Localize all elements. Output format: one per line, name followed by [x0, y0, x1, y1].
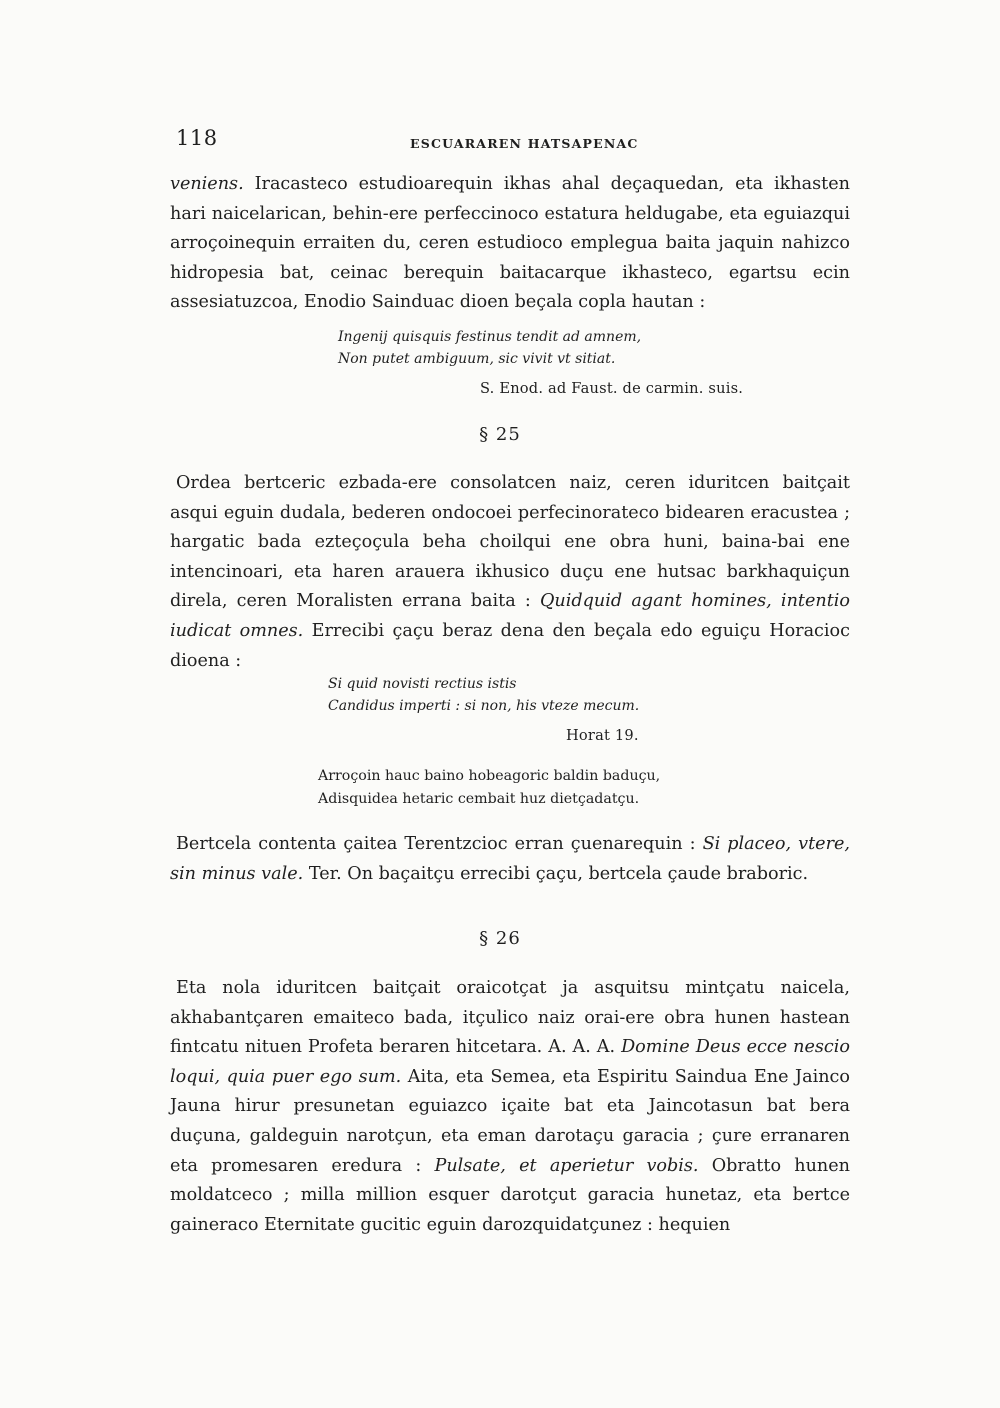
- running-head: [170, 122, 850, 162]
- paragraph-3: [170, 830, 850, 889]
- quote-1-line-2: Non putet ambiguum, sic vivit vt sitiat.: [338, 351, 616, 367]
- paragraph-1-lead: veniens.: [170, 174, 244, 194]
- running-title: ESCUARAREN HATSAPENAC: [410, 136, 639, 151]
- paragraph-4-latin-a: Domine Deus ecce nescio loqui, quia puer ego sum.: [170, 1037, 850, 1087]
- paragraph-3-latin: Si placeo, vtere, sin minus vale.: [170, 834, 850, 884]
- quote-3-line-1: Arroçoin hauc baino hobeagoric baldin baduçu,: [318, 768, 661, 784]
- section-heading-26: § 26: [479, 928, 521, 949]
- paragraph-4-text-c: Obratto hunen moldatceco ; milla million esquer darotçut garacia hunetaz, eta bertce gaineraco Eternitate gucitic eguin darozquidatçunez : hequien: [170, 1155, 850, 1235]
- paragraph-2: [170, 469, 850, 676]
- paragraph-1-text: Iracasteco estudioarequin ikhas ahal deçaquedan, eta ikhasten hari naicelarican, behin-ere perfeccinoco estatura heldugabe, eta eguiazqui arroçoinequin erraiten du, ceren estudioco emplegua baita jaquin nahizco hidropesia bat, ceinac berequin baitacarque ikhasteco, egartsu ecin assesiatuzcoa, Enodio Sainduac dioen beçala copla hautan :: [170, 174, 850, 313]
- paragraph-1: [170, 170, 850, 318]
- paragraph-4-text-b: Aita, eta Semea, eta Espiritu Saindua Ene Jainco Jauna hirur presunetan eguiazco içaite bat eta Jaincotasun bat bera duçuna, galdeguin narotçun, eta eman darotaçu garacia ; çure erranaren eta promesaren eredura :: [170, 1066, 850, 1176]
- page-number: 118: [176, 126, 218, 150]
- paragraph-4: [170, 974, 850, 1240]
- quote-1-line-1: Ingenij quisquis festinus tendit ad amnem,: [338, 329, 642, 345]
- quote-2-line-2: Candidus imperti : si non, his vteze mecum.: [328, 698, 640, 714]
- paragraph-2-text-b: Errecibi çaçu beraz dena den beçala edo eguiçu Horacioc dioena :: [170, 620, 850, 671]
- section-heading-25: § 25: [479, 424, 521, 445]
- quote-1-citation: S. Enod. ad Faust. de carmin. suis.: [480, 380, 744, 397]
- paragraph-4-latin-b: Pulsate, et aperietur vobis.: [434, 1155, 699, 1176]
- paragraph-4-text-a: Eta nola iduritcen baitçait oraicotçat ja asquitsu mintçatu naicela, akhabantçaren emaiteco bada, itçulico naiz orai-ere obra hunen hastean fintcatu nituen Profeta beraren hitcetara. A. A. A.: [170, 978, 850, 1058]
- paragraph-3-text-b: Ter. On baçaitçu errecibi çaçu, bertcela çaude braboric.: [303, 863, 809, 884]
- quote-2-citation: Horat 19.: [566, 727, 639, 744]
- quote-2-line-1: Si quid novisti rectius istis: [328, 676, 517, 692]
- paragraph-2-latin: Quidquid agant homines, intentio iudicat omnes.: [170, 591, 850, 641]
- quote-3-line-2: Adisquidea hetaric cembait huz dietçadatçu.: [318, 791, 640, 807]
- paragraph-3-text-a: Bertcela contenta çaitea Terentzcioc erran çuenarequin :: [176, 834, 703, 854]
- paragraph-2-text-a: Ordea bertceric ezbada-ere consolatcen naiz, ceren iduritcen baitçait asqui eguin dudala, bederen ondocoei perfecinorateco bidearen eracustea ; hargatic bada ezteçoçula beha choilqui ene obra huni, baina-bai ene intencinoari, eta haren arauera ikhusico duçu ene hutsac barkhaquiçun direla, ceren Moralisten errana baita :: [170, 473, 850, 612]
